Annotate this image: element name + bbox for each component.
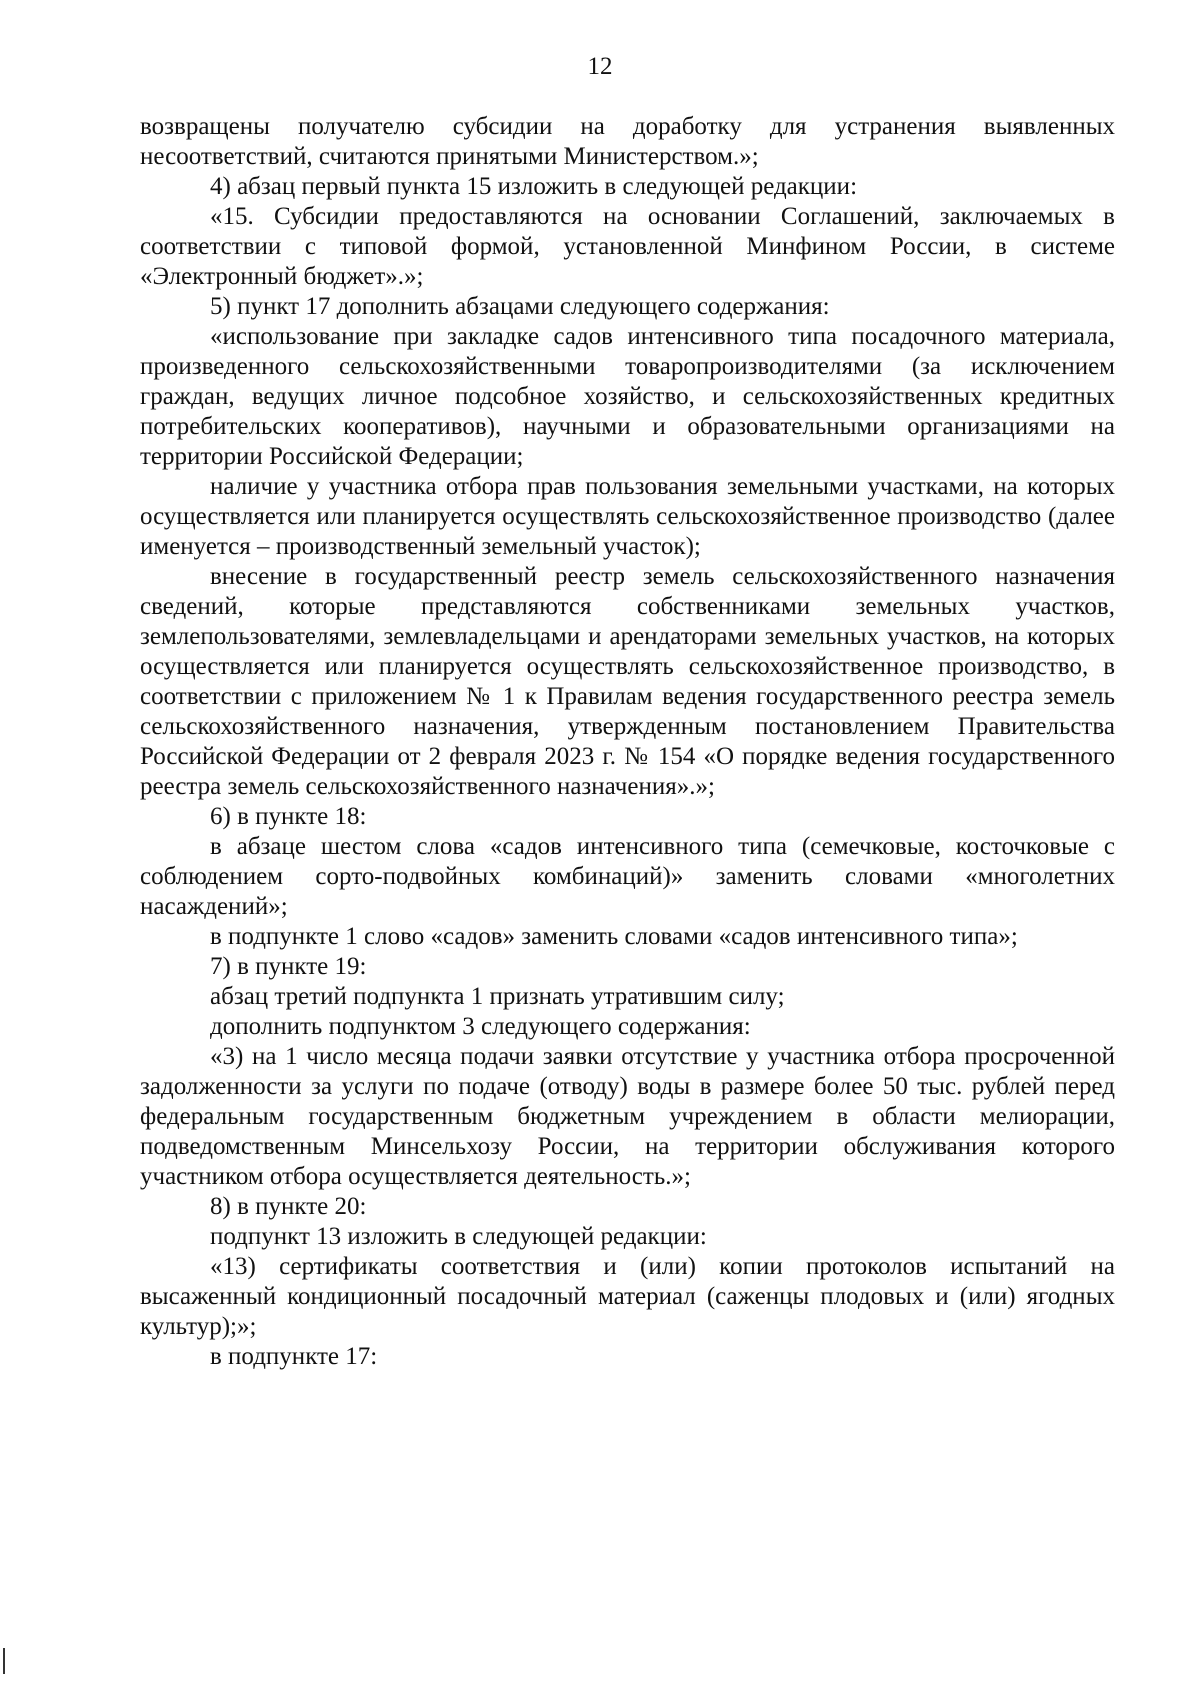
paragraph: «3) на 1 число месяца подачи заявки отсутствие у участника отбора просроченной задолженности за услуги по подаче (отводу) воды в размере более 50 тыс. рублей перед федеральным государственным бюджетным учреждением в области мелиорации, подведомственным Минсельхозу России, на территории обслуживания которого участником отбора осуществляется деятельность.»;	[140, 1043, 1115, 1190]
paragraph: дополнить подпунктом 3 следующего содержания:	[210, 1013, 751, 1040]
page-number: 12	[587, 53, 613, 80]
paragraph: «15. Субсидии предоставляются на основании Соглашений, заключаемых в соответствии с типовой формой, установленной Минфином России, в системе «Электронный бюджет».»;	[140, 203, 1115, 290]
paragraph: возвращены получателю субсидии на доработку для устранения выявленных несоответствий, считаются принятыми Министерством.»;	[140, 113, 1115, 170]
paragraph: 5) пункт 17 дополнить абзацами следующего содержания:	[210, 293, 830, 320]
paragraph: 6) в пункте 18:	[210, 803, 367, 830]
paragraph: в подпункте 1 слово «садов» заменить словами «садов интенсивного типа»;	[210, 923, 1018, 950]
paragraph: в подпункте 17:	[210, 1343, 378, 1370]
paragraph: 8) в пункте 20:	[210, 1193, 367, 1220]
scan-edge-mark	[3, 1648, 5, 1674]
document-body	[140, 112, 1115, 1372]
paragraph: 7) в пункте 19:	[210, 953, 367, 980]
paragraph: наличие у участника отбора прав пользования земельными участками, на которых осуществляется или планируется осуществлять сельскохозяйственное производство (далее именуется – производственный земельный участок);	[140, 473, 1115, 560]
paragraph: «13) сертификаты соответствия и (или) копии протоколов испытаний на высаженный кондиционный посадочный материал (саженцы плодовых и (или) ягодных культур);»;	[140, 1253, 1115, 1340]
paragraph: в абзаце шестом слова «садов интенсивного типа (семечковые, косточковые с соблюдением сорто-подвойных комбинаций)» заменить словами «многолетних насаждений»;	[140, 833, 1115, 920]
paragraph: внесение в государственный реестр земель сельскохозяйственного назначения сведений, которые представляются собственниками земельных участков, землепользователями, землевладельцами и арендаторами земельных участков, на которых осуществляется или планируется осуществлять сельскохозяйственное производство, в соответствии с приложением № 1 к Правилам ведения государственного реестра земель сельскохозяйственного назначения, утвержденным постановлением Правительства Российской Федерации от 2 февраля 2023 г. № 154 «О порядке ведения государственного реестра земель сельскохозяйственного назначения».»;	[140, 563, 1115, 800]
paragraph: подпункт 13 изложить в следующей редакции:	[210, 1223, 707, 1250]
paragraph: 4) абзац первый пункта 15 изложить в следующей редакции:	[210, 173, 858, 200]
paragraph: абзац третий подпункта 1 признать утратившим силу;	[210, 983, 785, 1010]
paragraph: «использование при закладке садов интенсивного типа посадочного материала, произведенного сельскохозяйственными товаропроизводителями (за исключением граждан, ведущих личное подсобное хозяйство, и сельскохозяйственных кредитных потребительских кооперативов), научными и образовательными организациями на территории Российской Федерации;	[140, 323, 1115, 470]
